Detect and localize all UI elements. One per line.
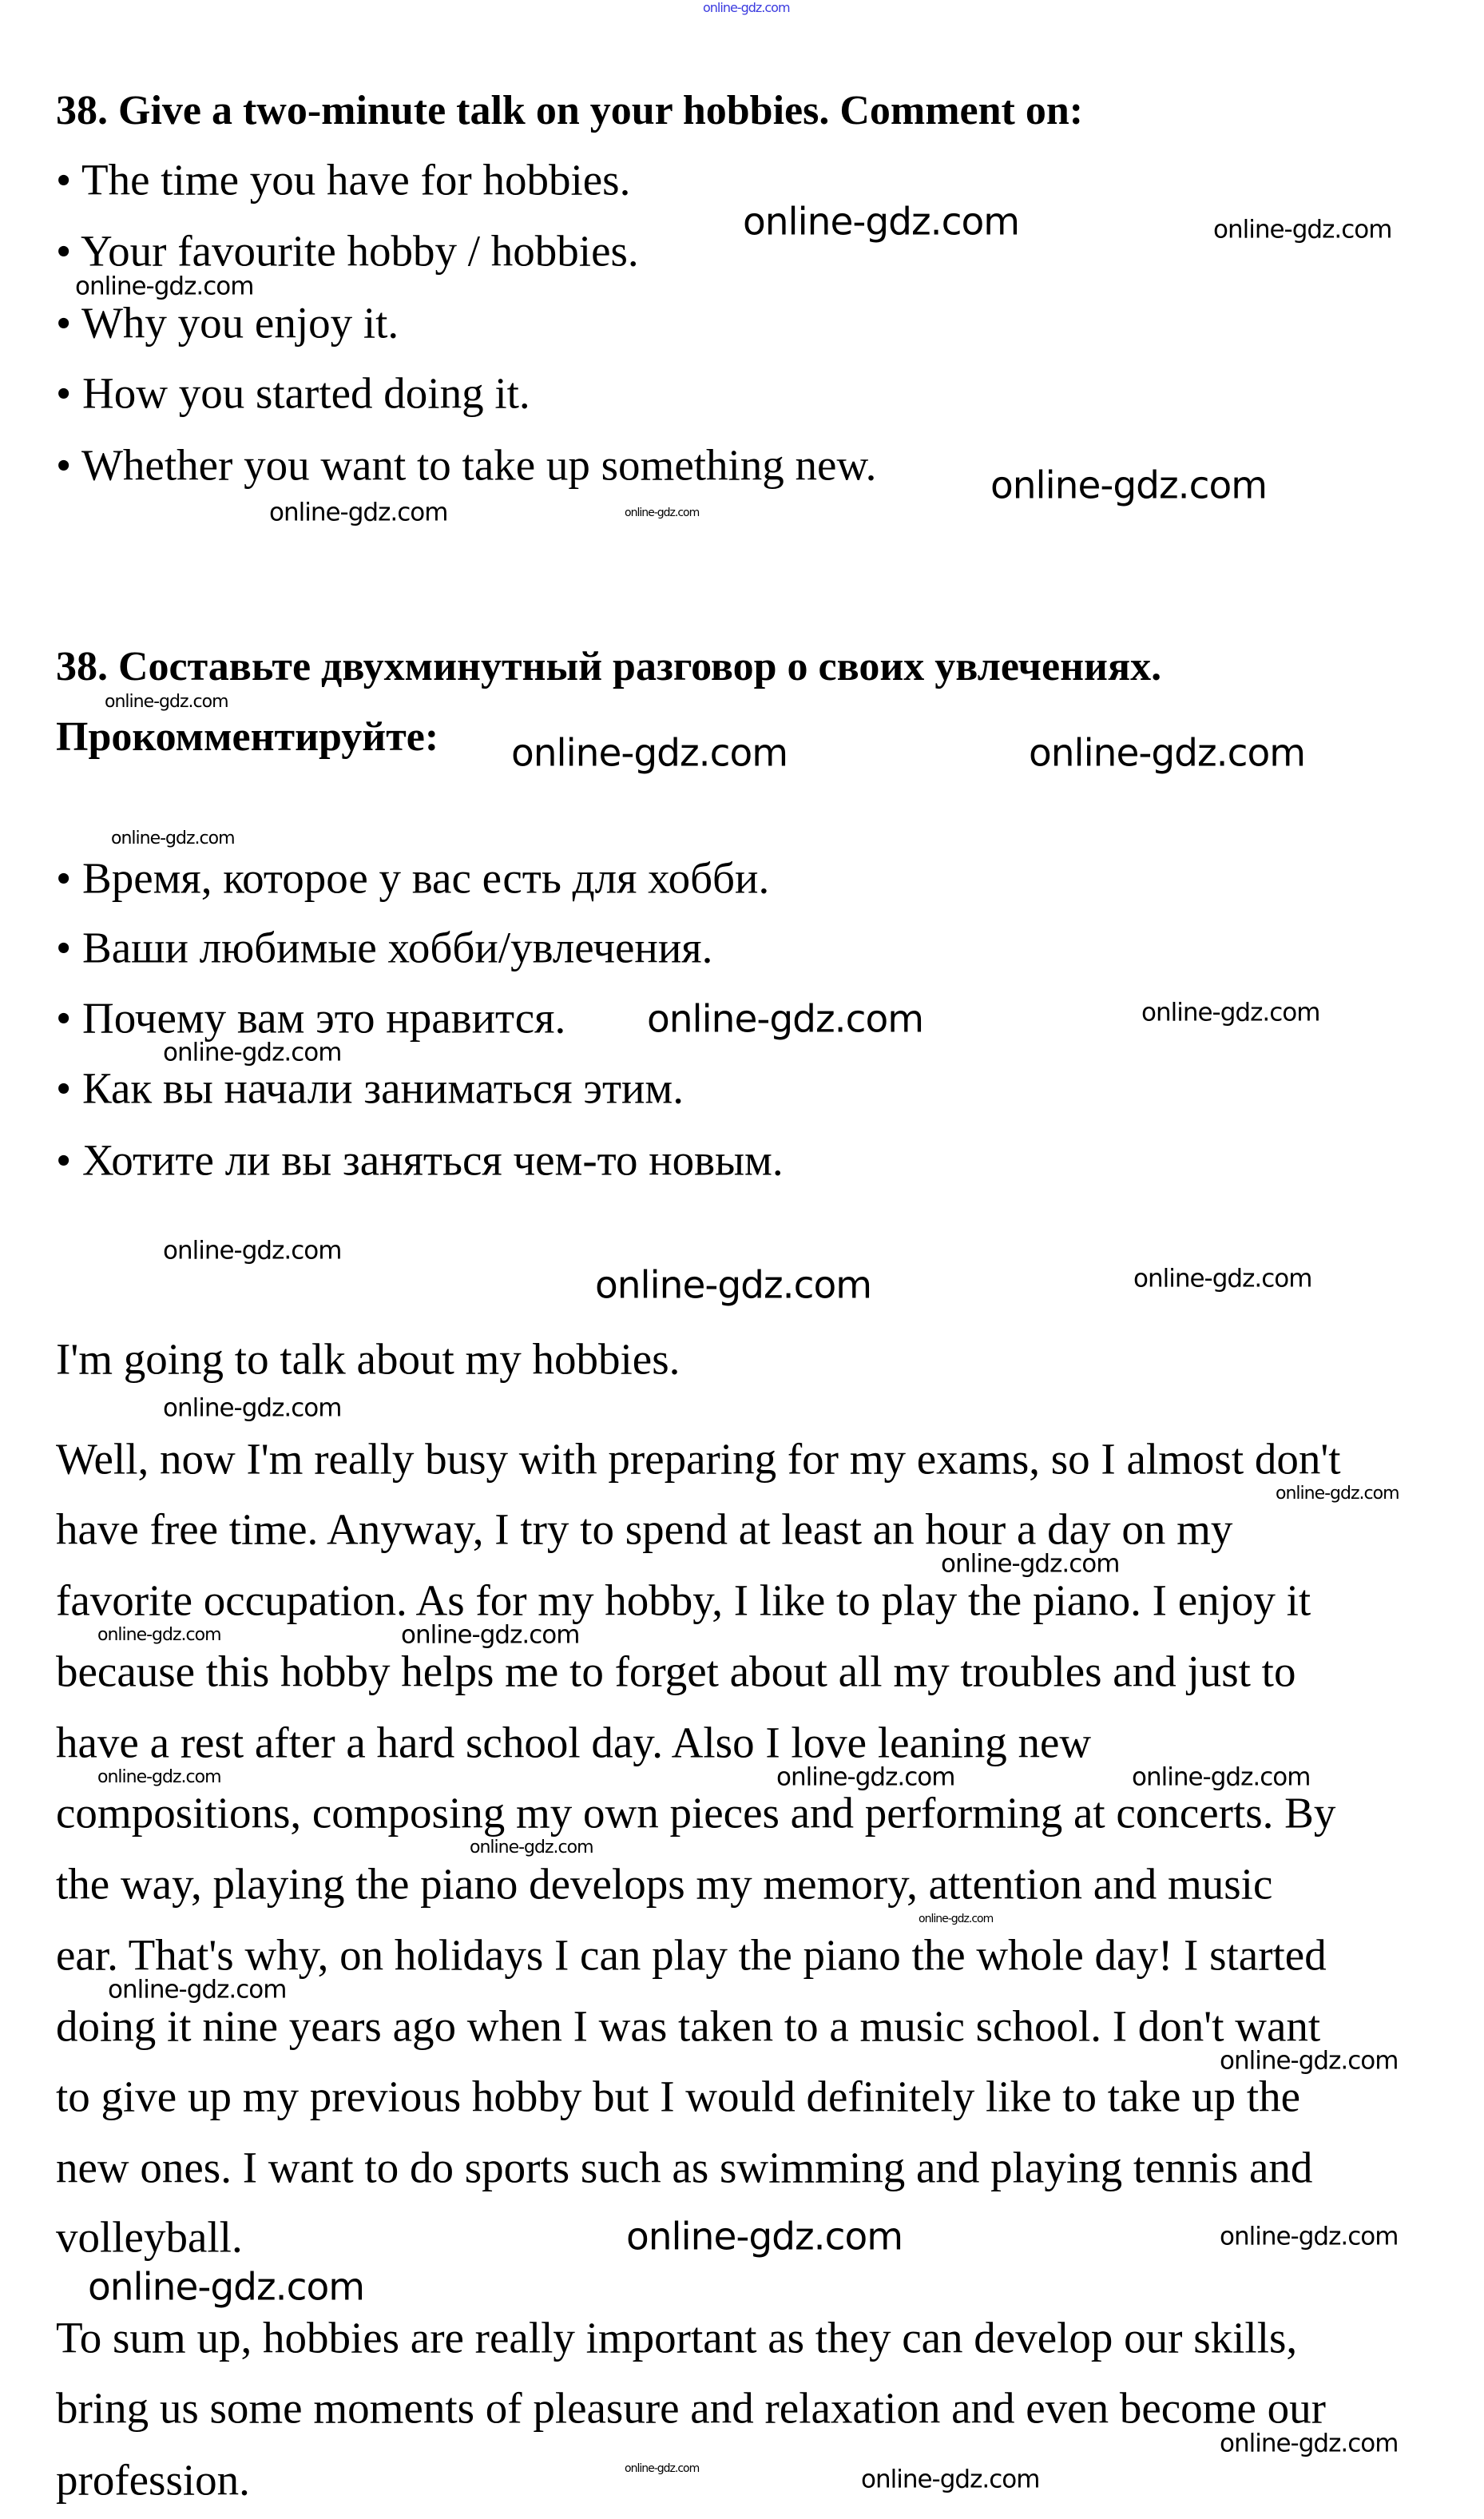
watermark: online-gdz.com	[163, 1393, 342, 1423]
answer-intro: I'm going to talk about my hobbies.	[56, 1334, 680, 1384]
watermark: online-gdz.com	[861, 2465, 1040, 2494]
watermark: online-gdz.com	[919, 1913, 994, 1925]
watermark: online-gdz.com	[1276, 1484, 1399, 1504]
watermark: online-gdz.com	[625, 507, 700, 519]
watermark: online-gdz.com	[743, 200, 1019, 244]
watermark: online-gdz.com	[1220, 2429, 1399, 2458]
russian-bullet: • Ваши любимые хобби/увлечения.	[56, 923, 713, 972]
watermark: online-gdz.com	[990, 463, 1267, 508]
answer-line: have free time. Anyway, I try to spend at least an hour a day on my	[56, 1504, 1233, 1554]
answer-line: compositions, composing my own pieces and performing at concerts. By	[56, 1788, 1336, 1838]
watermark: online-gdz.com	[75, 272, 254, 301]
answer-line: have a rest after a hard school day. Also I love leaning new	[56, 1718, 1092, 1767]
watermark: online-gdz.com	[105, 692, 228, 712]
english-bullet: • Whether you want to take up something new.	[56, 440, 877, 490]
conclusion-line: profession.	[56, 2455, 250, 2505]
watermark: online-gdz.com	[269, 498, 448, 527]
watermark: online-gdz.com	[941, 1549, 1120, 1579]
answer-line: doing it nine years ago when I was taken to a music school. I don't want	[56, 2001, 1321, 2051]
answer-line: new ones. I want to do sports such as swimming and playing tennis and	[56, 2143, 1313, 2192]
answer-line: Well, now I'm really busy with preparing for my exams, so I almost don't	[56, 1434, 1341, 1484]
russian-task-title: 38. Составьте двухминутный разговор о своих увлечениях.	[56, 644, 1162, 689]
watermark: online-gdz.com	[595, 1263, 871, 1308]
watermark: online-gdz.com	[626, 2215, 903, 2259]
watermark: online-gdz.com	[470, 1838, 593, 1857]
watermark: online-gdz.com	[1220, 2222, 1399, 2251]
watermark: online-gdz.com	[703, 0, 790, 15]
watermark: online-gdz.com	[511, 731, 788, 776]
conclusion-line: To sum up, hobbies are really important as they can develop our skills,	[56, 2313, 1298, 2362]
watermark: online-gdz.com	[1132, 1762, 1311, 1792]
watermark: online-gdz.com	[88, 2265, 364, 2310]
watermark: online-gdz.com	[111, 828, 235, 848]
watermark: online-gdz.com	[401, 1620, 580, 1650]
english-task-title: 38. Give a two-minute talk on your hobbies. Comment on:	[56, 88, 1084, 133]
watermark: online-gdz.com	[163, 1038, 342, 1067]
watermark: online-gdz.com	[1141, 998, 1320, 1027]
watermark: online-gdz.com	[108, 1975, 287, 2004]
watermark: online-gdz.com	[1213, 215, 1392, 244]
watermark: online-gdz.com	[776, 1762, 955, 1792]
watermark: online-gdz.com	[97, 1767, 221, 1787]
russian-bullet: • Почему вам это нравится.	[56, 993, 566, 1043]
answer-line: volleyball.	[56, 2212, 243, 2262]
watermark: online-gdz.com	[1220, 2046, 1399, 2076]
english-bullet: • How you started doing it.	[56, 368, 530, 418]
watermark: online-gdz.com	[625, 2462, 700, 2475]
answer-line: because this hobby helps me to forget about all my troubles and just to	[56, 1647, 1296, 1696]
answer-line: ear. That's why, on holidays I can play the piano the whole day! I started	[56, 1930, 1327, 1980]
watermark: online-gdz.com	[647, 997, 923, 1042]
english-bullet: • Your favourite hobby / hobbies.	[56, 226, 639, 276]
russian-bullet: • Время, которое у вас есть для хобби.	[56, 853, 770, 903]
english-bullet: • The time you have for hobbies.	[56, 155, 631, 205]
watermark: online-gdz.com	[97, 1625, 221, 1645]
answer-line: favorite occupation. As for my hobby, I like to play the piano. I enjoy it	[56, 1575, 1311, 1625]
russian-bullet: • Хотите ли вы заняться чем-то новым.	[56, 1135, 784, 1185]
answer-line: to give up my previous hobby but I would definitely like to take up the	[56, 2072, 1301, 2121]
russian-task-title-line2: Прокомментируйте:	[56, 714, 439, 760]
russian-bullet: • Как вы начали заниматься этим.	[56, 1063, 684, 1113]
answer-line: the way, playing the piano develops my memory, attention and music	[56, 1859, 1273, 1909]
watermark: online-gdz.com	[1133, 1264, 1312, 1293]
english-bullet: • Why you enjoy it.	[56, 298, 399, 348]
conclusion-line: bring us some moments of pleasure and relaxation and even become our	[56, 2383, 1326, 2433]
watermark: online-gdz.com	[1029, 731, 1305, 776]
watermark: online-gdz.com	[163, 1236, 342, 1265]
